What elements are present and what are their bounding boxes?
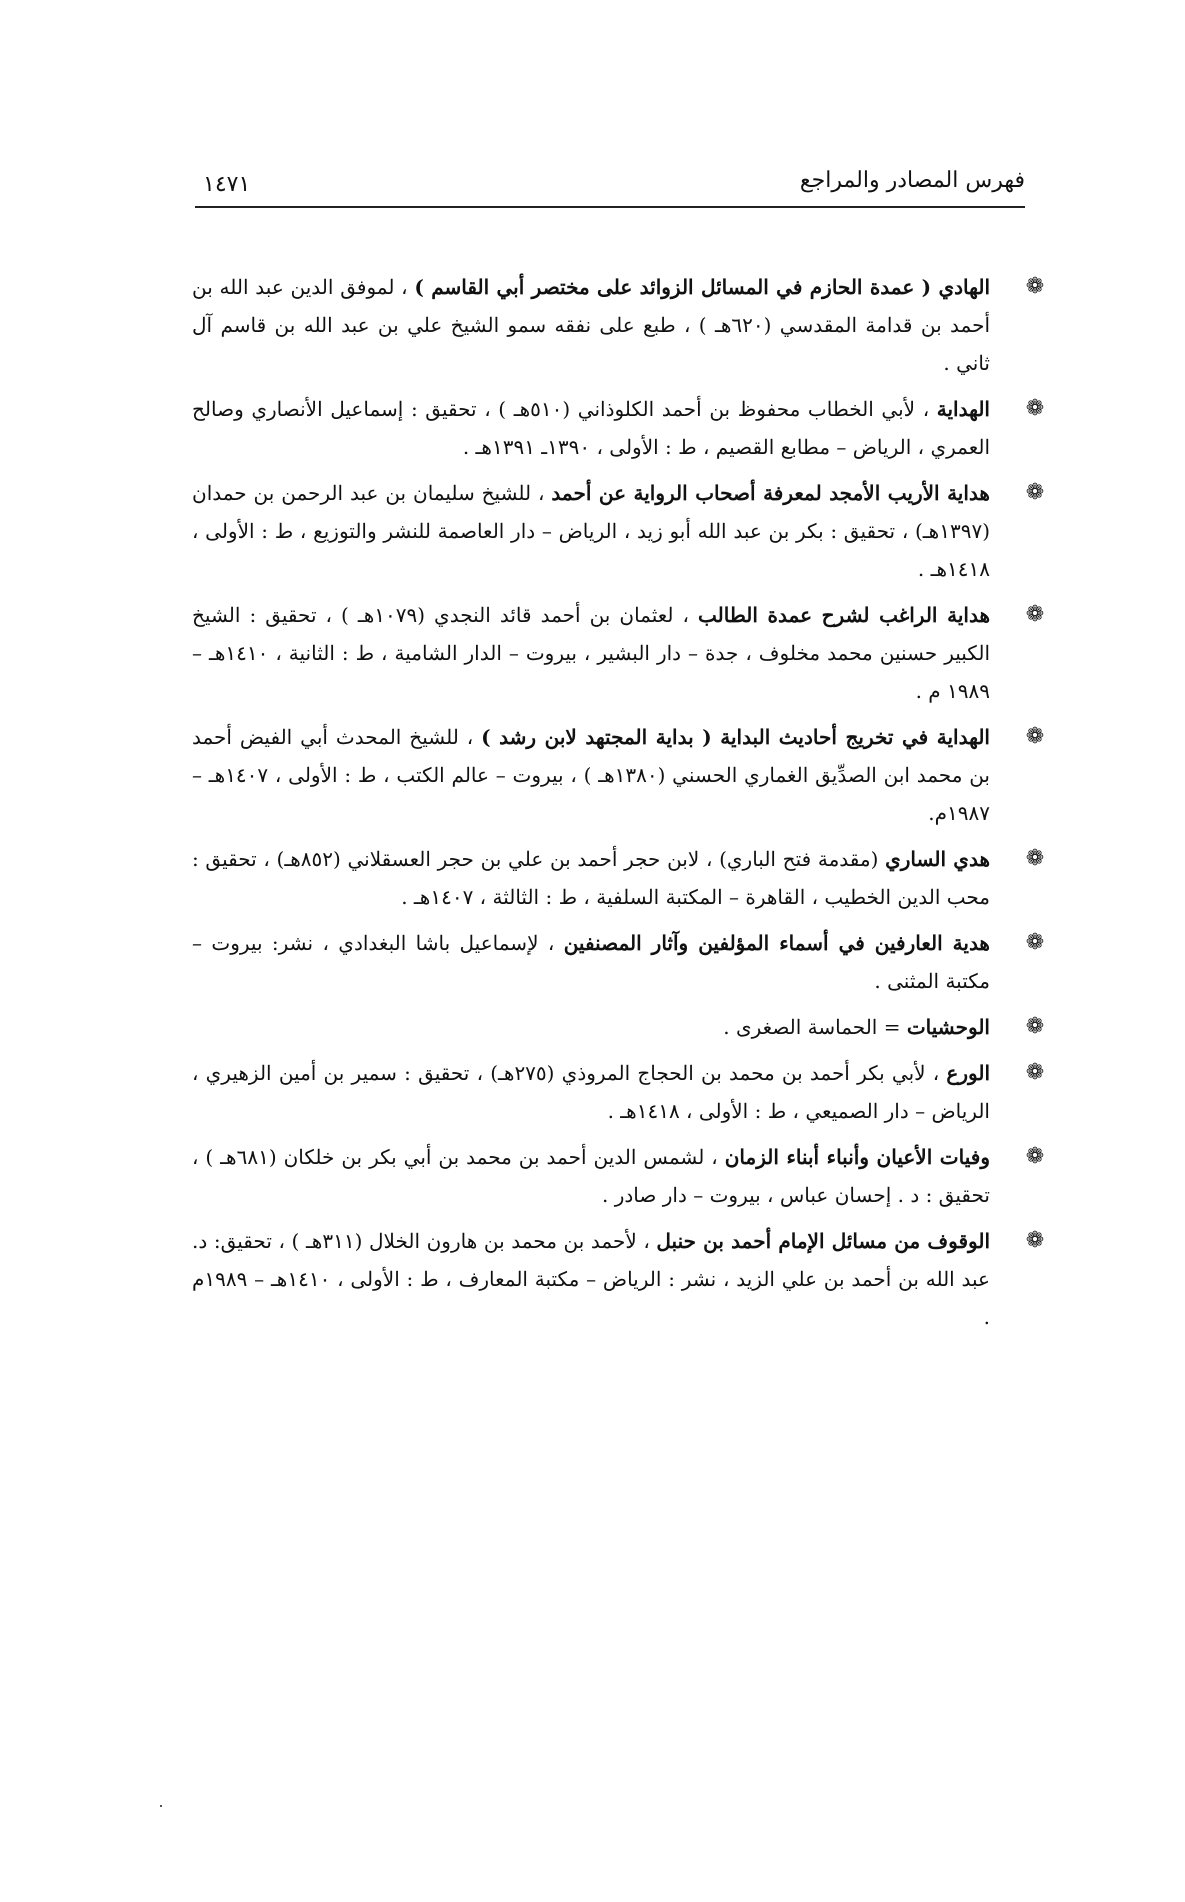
entry-title: الوحشيات bbox=[906, 1015, 990, 1039]
bibliography-entry bbox=[192, 1054, 1052, 1130]
bibliography-entry bbox=[192, 1008, 1052, 1046]
entry-title: هدية العارفين في أسماء المؤلفين وآثار المصنفين bbox=[563, 931, 990, 955]
header-rule bbox=[195, 206, 1025, 208]
flower-bullet-icon: ❁ bbox=[1025, 1014, 1045, 1039]
entry-title: الوقوف من مسائل الإمام أحمد بن حنبل bbox=[656, 1229, 991, 1253]
entry-details: (مقدمة فتح الباري) ، لابن حجر أحمد بن علي بن حجر العسقلاني (٨٥٢هـ) ، تحقيق : محب الدين الخطيب ، القاهرة – المكتبة السلفية ، ط : الثالثة ، ١٤٠٧هـ . bbox=[192, 847, 990, 909]
bibliography-entry bbox=[192, 390, 1052, 466]
scan-speck bbox=[160, 1805, 162, 1807]
flower-bullet-icon: ❁ bbox=[1025, 846, 1045, 871]
bibliography-entry bbox=[192, 1222, 1052, 1336]
entry-title: الهداية bbox=[936, 397, 990, 421]
bibliography-entry bbox=[192, 268, 1052, 382]
entry-title: وفيات الأعيان وأنباء أبناء الزمان bbox=[724, 1145, 990, 1169]
entry-details: ، لشمس الدين أحمد بن محمد بن أبي بكر بن خلكان (٦٨١هـ ) ، تحقيق : د . إحسان عباس ، بيروت – دار صادر . bbox=[192, 1145, 990, 1207]
bibliography-entry bbox=[192, 924, 1052, 1000]
entry-title: الورع bbox=[946, 1061, 990, 1085]
entry-title: هدي الساري bbox=[885, 847, 990, 871]
bibliography-entry bbox=[192, 596, 1052, 710]
bibliography-entry bbox=[192, 840, 1052, 916]
flower-bullet-icon: ❁ bbox=[1025, 602, 1045, 627]
page-number: ١٤٧١ bbox=[203, 172, 251, 197]
entry-title: هداية الراغب لشرح عمدة الطالب bbox=[698, 603, 990, 627]
bibliography-entry bbox=[192, 1138, 1052, 1214]
header-title: فهرس المصادر والمراجع bbox=[799, 168, 1025, 193]
entry-details: ، لعثمان بن أحمد قائد النجدي (١٠٧٩هـ ) ، تحقيق : الشيخ الكبير حسنين محمد مخلوف ، جدة – دار البشير ، بيروت – الدار الشامية ، ط : الثانية ، ١٤١٠هـ – ١٩٨٩ م . bbox=[192, 603, 991, 703]
flower-bullet-icon: ❁ bbox=[1025, 480, 1045, 505]
entry-details: ، لإسماعيل باشا البغدادي ، نشر: بيروت – مكتبة المثنى . bbox=[192, 931, 990, 993]
entry-details: ، للشيخ المحدث أبي الفيض أحمد بن محمد ابن الصدِّيق الغماري الحسني (١٣٨٠هـ ) ، بيروت – عالم الكتب ، ط : الأولى ، ١٤٠٧هـ – ١٩٨٧م. bbox=[192, 725, 991, 825]
bibliography-entry bbox=[192, 474, 1052, 588]
flower-bullet-icon: ❁ bbox=[1025, 930, 1045, 955]
entry-details: ، لأبي الخطاب محفوظ بن أحمد الكلوذاني (٥١٠هـ ) ، تحقيق : إسماعيل الأنصاري وصالح العمري ، الرياض – مطابع القصيم ، ط : الأولى ، ١٣٩٠ـ ١٣٩١هـ . bbox=[192, 397, 990, 459]
entry-title: الهداية في تخريج أحاديث البداية ( بداية المجتهد لابن رشد ) bbox=[481, 725, 990, 749]
flower-bullet-icon: ❁ bbox=[1025, 1228, 1045, 1253]
bibliography-entry bbox=[192, 718, 1052, 832]
flower-bullet-icon: ❁ bbox=[1025, 1060, 1045, 1085]
flower-bullet-icon: ❁ bbox=[1025, 1144, 1045, 1169]
bibliography-list bbox=[192, 268, 1052, 1344]
running-header bbox=[195, 168, 1025, 208]
entry-details: ، لموفق الدين عبد الله بن أحمد بن قدامة المقدسي (٦٢٠هـ ) ، طبع على نفقه سمو الشيخ علي بن عبد الله بن قاسم آل ثاني . bbox=[192, 275, 990, 375]
entry-details: ، لأحمد بن محمد بن هارون الخلال (٣١١هـ ) ، تحقيق: د. عبد الله بن أحمد بن علي الزيد ، نشر : الرياض – مكتبة المعارف ، ط : الأولى ، ١٤١٠هـ – ١٩٨٩م . bbox=[192, 1229, 990, 1329]
entry-details: ، للشيخ سليمان بن عبد الرحمن بن حمدان (١٣٩٧هـ) ، تحقيق : بكر بن عبد الله أبو زيد ، الرياض – دار العاصمة للنشر والتوزيع ، ط : الأولى ، ١٤١٨هـ . bbox=[192, 481, 990, 581]
flower-bullet-icon: ❁ bbox=[1025, 274, 1045, 299]
flower-bullet-icon: ❁ bbox=[1025, 724, 1045, 749]
flower-bullet-icon: ❁ bbox=[1025, 396, 1045, 421]
entry-title: هداية الأريب الأمجد لمعرفة أصحاب الرواية عن أحمد bbox=[551, 481, 990, 505]
entry-details: = الحماسة الصغرى . bbox=[723, 1015, 907, 1039]
entry-details: ، لأبي بكر أحمد بن محمد بن الحجاج المروذي (٢٧٥هـ) ، تحقيق : سمير بن أمين الزهيري ، الرياض – دار الصميعي ، ط : الأولى ، ١٤١٨هـ . bbox=[192, 1061, 990, 1123]
entry-title: الهادي ( عمدة الحازم في المسائل الزوائد على مختصر أبي القاسم ) bbox=[414, 275, 991, 299]
